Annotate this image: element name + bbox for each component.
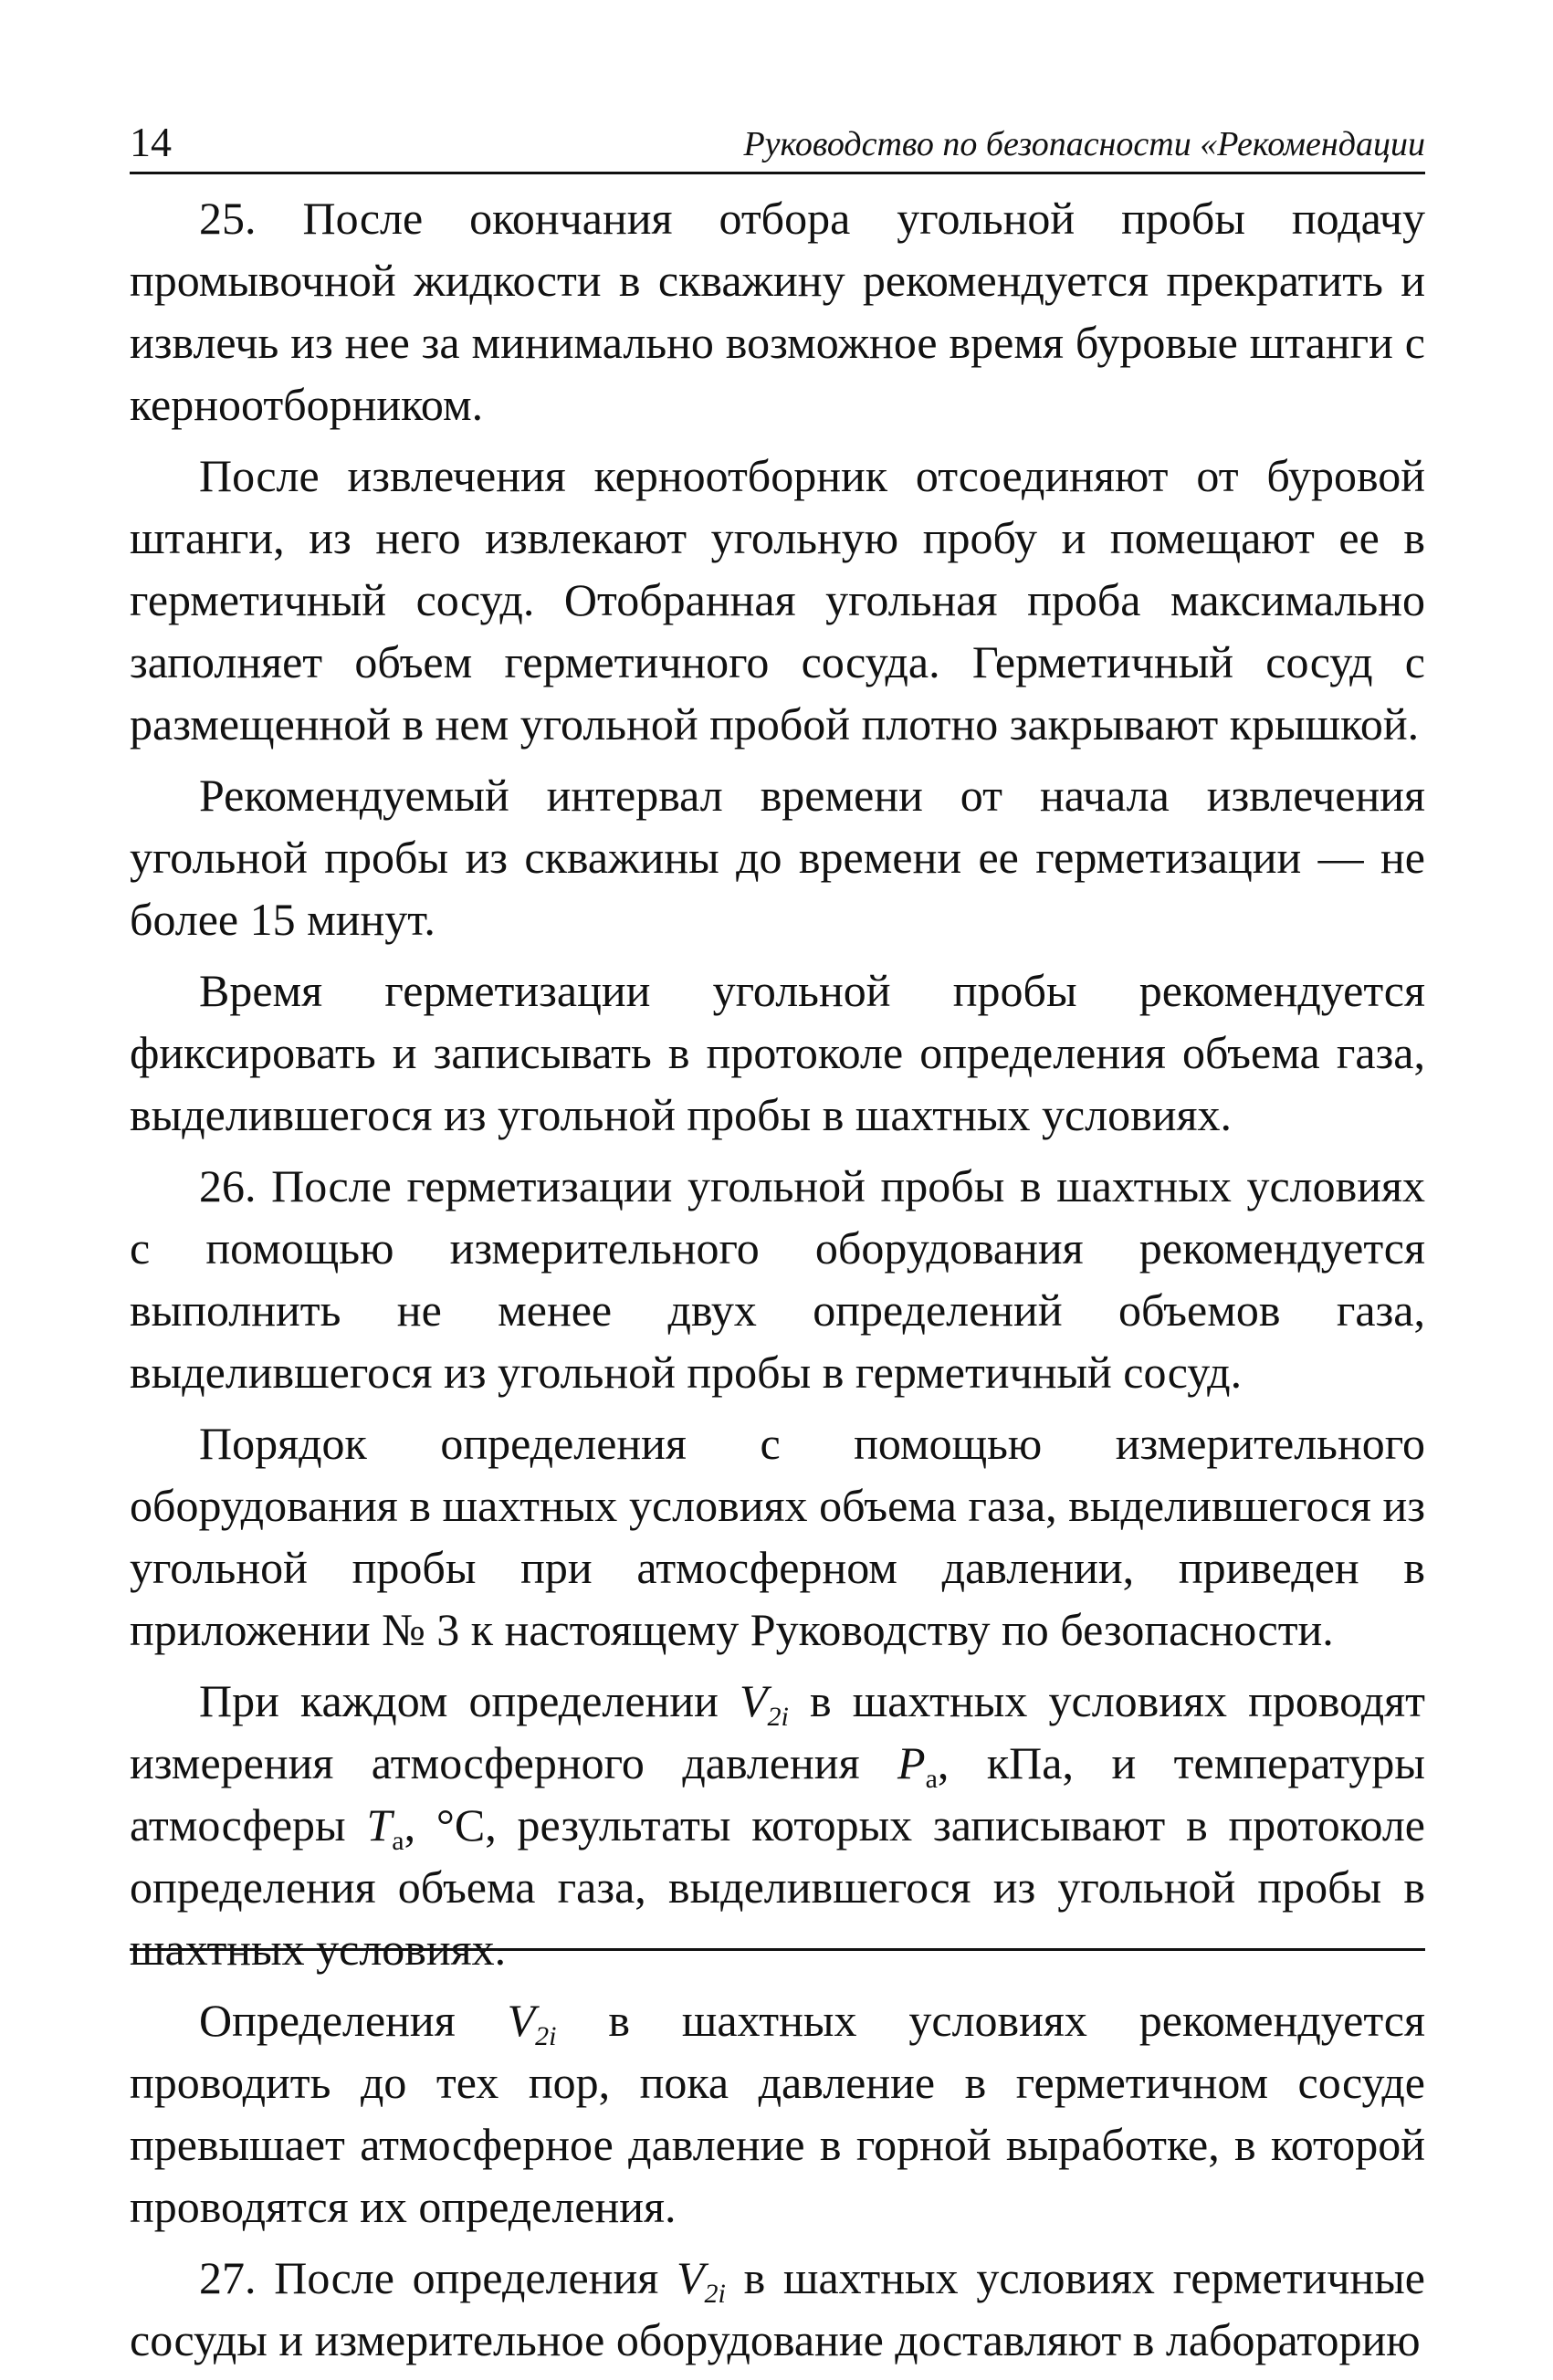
text-segment: , кПа, и температуры атмосферы xyxy=(130,1737,1425,1851)
text-segment: в шахтных условиях рекомендуется проводить до тех пор, пока давление в герметичном сосуде превышает атмосферное давление в горной выработке, в которой проводятся их определения. xyxy=(130,1995,1425,2232)
subscript-a: а xyxy=(925,1764,938,1794)
symbol-t: T xyxy=(366,1799,393,1851)
subscript-2i: 2i xyxy=(535,2021,557,2051)
subscript-a: а xyxy=(392,1826,404,1856)
paragraph-measurements xyxy=(130,1670,1425,1980)
symbol-v: V xyxy=(676,2252,705,2303)
subscript-2i: 2i xyxy=(767,1702,789,1732)
running-title: Руководство по безопасности «Рекомендации xyxy=(743,125,1425,163)
paragraph-25: 25. После окончания отбора угольной пробы подачу промывочной жидкости в скважину рекомендуется прекратить и извлечь из нее за минимально возможное время буровые штанги с керноотборником. xyxy=(130,193,1425,430)
text-segment: , °С, результаты которых записывают в протоколе определения объема газа, выделившегося из угольной пробы в шахтных условиях. xyxy=(130,1799,1426,1975)
text-segment: 27. После определения xyxy=(199,2252,677,2303)
page-header xyxy=(130,119,1425,174)
paragraph-procedure: Порядок определения с помощью измерительного оборудования в шахтных условиях объема газа, выделившегося из угольной пробы при атмосферном давлении, приведен в приложении № 3 к настоящему Руководству по безопасности. xyxy=(130,1418,1425,1655)
symbol-v: V xyxy=(507,1995,536,2046)
paragraph-sealing-time: Время герметизации угольной пробы рекомендуется фиксировать и записывать в протоколе определения объема газа, выделившегося из угольной пробы в шахтных условиях. xyxy=(130,965,1425,1140)
text-segment: в шахтных условиях герметичные сосуды и измерительное оборудование доставляют в лабораторию xyxy=(130,2252,1425,2365)
paragraph-determinations xyxy=(130,1989,1425,2238)
subscript-2i: 2i xyxy=(704,2279,726,2309)
footer-rule xyxy=(130,1948,1425,1951)
symbol-v: V xyxy=(739,1675,768,1726)
page-body xyxy=(130,187,1425,2371)
paragraph-26: 26. После герметизации угольной пробы в шахтных условиях с помощью измерительного оборудования рекомендуется выполнить не менее двух определений объемов газа, выделившегося из угольной пробы в герметичный сосуд. xyxy=(130,1160,1425,1398)
symbol-p: P xyxy=(897,1737,926,1788)
page xyxy=(130,119,1425,2380)
page-number: 14 xyxy=(130,119,172,165)
paragraph-extraction: После извлечения керноотборник отсоединяют от буровой штанги, из него извлекают угольную пробу и помещают ее в герметичный сосуд. Отобранная угольная проба максимально заполняет объем герметичного сосуда. Герметичный сосуд с размещенной в нем угольной пробой плотно закрывают крышкой. xyxy=(130,450,1425,750)
paragraph-interval: Рекомендуемый интервал времени от начала извлечения угольной пробы из скважины до времени ее герметизации — не более 15 минут. xyxy=(130,770,1425,945)
text-segment: При каждом определении xyxy=(199,1675,740,1726)
paragraph-27 xyxy=(130,2247,1425,2371)
text-segment: в шахтных условиях проводят измерения атмосферного давления xyxy=(130,1675,1426,1788)
text-segment: Определения xyxy=(199,1995,508,2046)
